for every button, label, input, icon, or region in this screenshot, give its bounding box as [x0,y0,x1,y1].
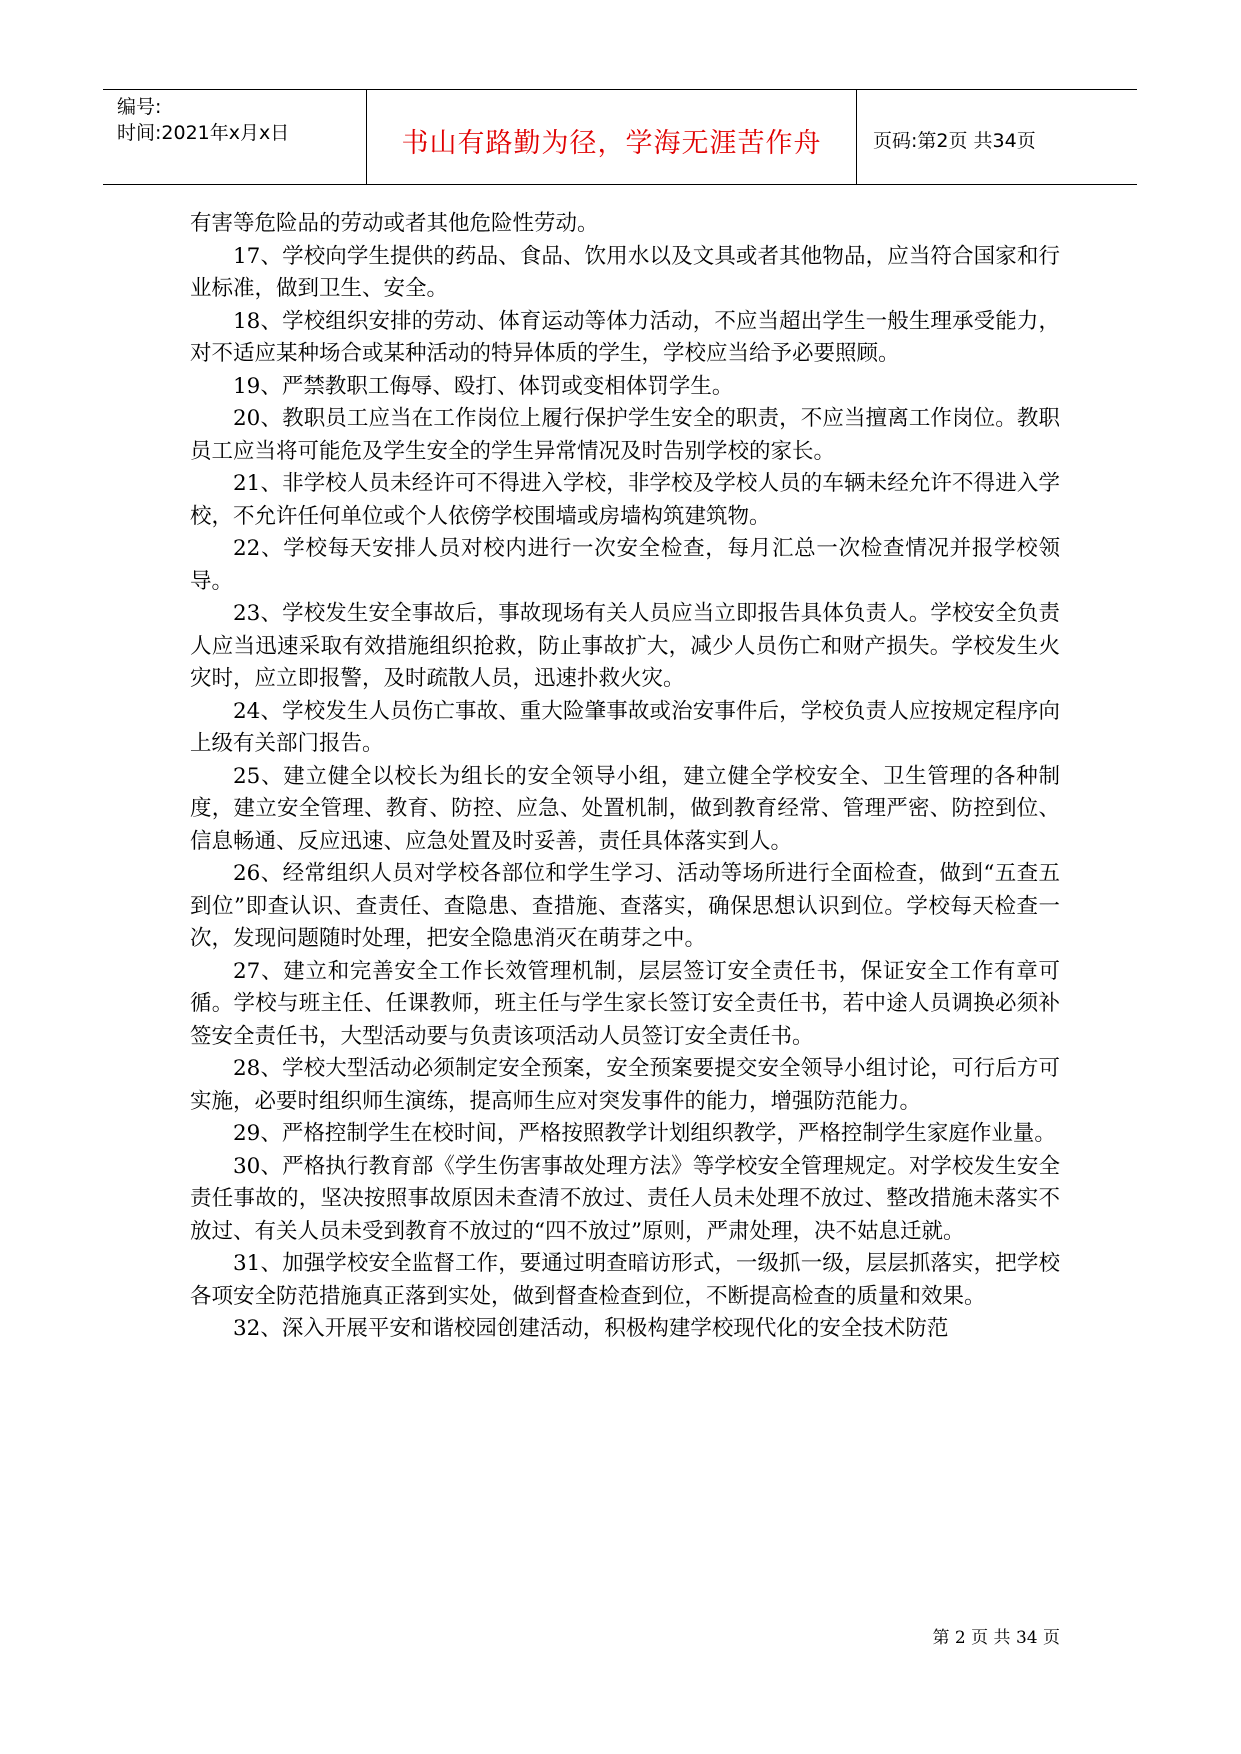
paragraph: 29、严格控制学生在校时间，严格按照教学计划组织教学，严格控制学生家庭作业量。 [233,1121,1056,1146]
paragraph: 27、建立和完善安全工作长效管理机制，层层签订安全责任书，保证安全工作有章可循。学校与班主任、任课教师，班主任与学生家长签订安全责任书，若中途人员调换必须补签安全责任书，大型活动要与负责该项活动人员签订安全责任书。 [190,958,1060,1049]
paragraph: 26、经常组织人员对学校各部位和学生学习、活动等场所进行全面检查，做到“五查五到位”即查认识、查责任、查隐患、查措施、查落实，确保思想认识到位。学校每天检查一次，发现问题随时处理，把安全隐患消灭在萌芽之中。 [190,861,1060,951]
document-number-label: 编号: [117,96,162,118]
paragraph: 21、非学校人员未经许可不得进入学校，非学校及学校人员的车辆未经允许不得进入学校，不允许任何单位或个人依傍学校围墙或房墙构筑建筑物。 [190,471,1060,529]
paragraph: 30、严格执行教育部《学生伤害事故处理方法》等学校安全管理规定。对学校发生安全责任事故的，坚决按照事故原因未查清不放过、责任人员未处理不放过、整改措施未落实不放过、有关人员未受到教育不放过的“四不放过”原则，严肃处理，决不姑息迁就。 [190,1153,1060,1244]
paragraph: 28、学校大型活动必须制定安全预案，安全预案要提交安全领导小组讨论，可行后方可实施，必要时组织师生演练，提高师生应对突发事件的能力，增强防范能力。 [190,1056,1060,1114]
paragraph: 25、建立健全以校长为组长的安全领导小组，建立健全学校安全、卫生管理的各种制度，建立安全管理、教育、防控、应急、处置机制，做到教育经常、管理严密、防控到位、信息畅通、反应迅速、应急处置及时妥善，责任具体落实到人。 [190,763,1060,854]
paragraph: 23、学校发生安全事故后，事故现场有关人员应当立即报告具体负责人。学校安全负责人应当迅速采取有效措施组织抢救，防止事故扩大，减少人员伤亡和财产损失。学校发生火灾时，应立即报警，及时疏散人员，迅速扑救火灾。 [190,601,1060,691]
page-header [103,89,1137,185]
paragraph: 24、学校发生人员伤亡事故、重大险肇事故或治安事件后，学校负责人应按规定程序向上级有关部门报告。 [190,698,1060,756]
document-time-label: 时间:2021年x月x日 [117,122,290,144]
header-page-number: 页码:第2页 共34页 [873,129,1036,152]
paragraph: 19、严禁教职工侮辱、殴打、体罚或变相体罚学生。 [233,373,734,399]
paragraph: 有害等危险品的劳动或者其他危险性劳动。 [190,211,599,236]
paragraph: 20、教职员工应当在工作岗位上履行保护学生安全的职责，不应当擅离工作岗位。教职员工应当将可能危及学生安全的学生异常情况及时告别学校的家长。 [190,406,1060,464]
document-body [190,208,1060,1346]
paragraph: 32、深入开展平安和谐校园创建活动，积极构建学校现代化的安全技术防范 [233,1316,949,1341]
header-motto: 书山有路勤为径，学海无涯苦作舟 [367,90,857,184]
paragraph: 17、学校向学生提供的药品、食品、饮用水以及文具或者其他物品，应当符合国家和行业标准，做到卫生、安全。 [190,243,1060,301]
paragraph: 22、学校每天安排人员对校内进行一次安全检查，每月汇总一次检查情况并报学校领导。 [190,536,1060,594]
paragraph: 18、学校组织安排的劳动、体育运动等体力活动，不应当超出学生一般生理承受能力，对不适应某种场合或某种活动的特异体质的学生，学校应当给予必要照顾。 [190,308,1060,366]
header-meta [103,90,367,184]
paragraph: 31、加强学校安全监督工作，要通过明查暗访形式，一级抓一级，层层抓落实，把学校各项安全防范措施真正落到实处，做到督查检查到位，不断提高检查的质量和效果。 [190,1251,1060,1309]
page-footer: 第 2 页 共 34 页 [932,1628,1060,1648]
